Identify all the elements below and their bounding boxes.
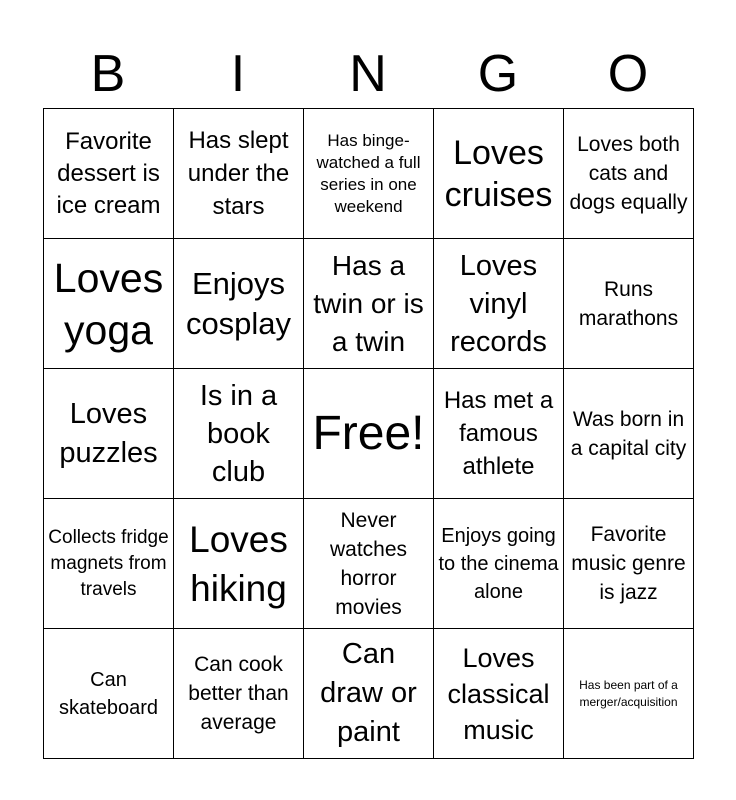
bingo-cell[interactable]	[174, 369, 304, 499]
bingo-cell-text: Has slept under the stars	[187, 127, 290, 220]
bingo-cell[interactable]	[564, 109, 694, 239]
bingo-cell[interactable]	[304, 239, 434, 369]
bingo-cell-text: Is in a book club	[199, 379, 278, 488]
bingo-cell-text: Has been part of a merger/acquisition	[579, 677, 678, 709]
bingo-header	[43, 40, 693, 108]
bingo-cell-text: Enjoys cosplay	[185, 265, 292, 341]
bingo-cell-text: Was born in a capital city	[570, 407, 687, 460]
bingo-board	[43, 108, 694, 759]
board-row	[44, 109, 694, 239]
bingo-cell[interactable]	[564, 239, 694, 369]
bingo-cell[interactable]	[434, 629, 564, 759]
bingo-cell-text: Can draw or paint	[320, 638, 417, 748]
bingo-cell-text: Runs marathons	[578, 277, 679, 330]
board-row	[44, 499, 694, 629]
header-letter-n: N	[349, 45, 387, 103]
bingo-cell[interactable]	[304, 499, 434, 629]
bingo-cell[interactable]	[174, 629, 304, 759]
bingo-cell-text: Collects fridge magnets from travels	[48, 526, 169, 600]
header-letter-i: I	[230, 45, 246, 103]
bingo-cell[interactable]	[434, 109, 564, 239]
bingo-cell[interactable]	[44, 239, 174, 369]
bingo-cell[interactable]	[564, 369, 694, 499]
bingo-cell[interactable]	[174, 109, 304, 239]
bingo-cell-text: Loves cruises	[444, 133, 553, 214]
bingo-cell-text: Never watches horror movies	[329, 508, 408, 619]
bingo-cell-text: Free!	[312, 406, 425, 460]
bingo-cell-text: Loves both cats and dogs equally	[569, 133, 688, 214]
bingo-cell[interactable]	[44, 629, 174, 759]
bingo-cell-text: Loves vinyl records	[450, 249, 547, 358]
bingo-cell-text: Has met a famous athlete	[443, 387, 554, 480]
bingo-cell[interactable]	[304, 109, 434, 239]
board-row	[44, 629, 694, 759]
bingo-cell-text: Has binge-watched a full series in one weekend	[316, 130, 421, 216]
bingo-cell-text: Loves hiking	[189, 518, 288, 609]
bingo-cell-text: Favorite dessert is ice cream	[56, 127, 161, 219]
bingo-cell-text: Loves classical music	[447, 642, 550, 745]
bingo-cell[interactable]	[434, 369, 564, 499]
bingo-cell[interactable]	[434, 499, 564, 629]
bingo-cell-text: Loves yoga	[53, 254, 164, 353]
header-letter-g: G	[477, 45, 519, 103]
bingo-cell-text: Can cook better than average	[188, 653, 289, 734]
bingo-cell[interactable]	[174, 239, 304, 369]
board-row	[44, 239, 694, 369]
bingo-cell[interactable]	[44, 109, 174, 239]
bingo-cell-text: Can skateboard	[59, 668, 158, 719]
board-row	[44, 369, 694, 499]
header-letter-b: B	[90, 45, 126, 103]
bingo-cell-text: Enjoys going to the cinema alone	[438, 524, 559, 603]
bingo-cell[interactable]	[44, 369, 174, 499]
bingo-cell-text: Loves puzzles	[59, 397, 158, 469]
bingo-cell[interactable]	[44, 499, 174, 629]
bingo-cell[interactable]	[434, 239, 564, 369]
bingo-cell-text: Has a twin or is a twin	[313, 249, 424, 357]
bingo-cell[interactable]	[304, 629, 434, 759]
bingo-cell-text: Favorite music genre is jazz	[571, 523, 686, 604]
header-letter-o: O	[607, 45, 649, 103]
bingo-cell[interactable]	[304, 369, 434, 499]
bingo-cell[interactable]	[564, 629, 694, 759]
bingo-cell[interactable]	[174, 499, 304, 629]
bingo-cell[interactable]	[564, 499, 694, 629]
